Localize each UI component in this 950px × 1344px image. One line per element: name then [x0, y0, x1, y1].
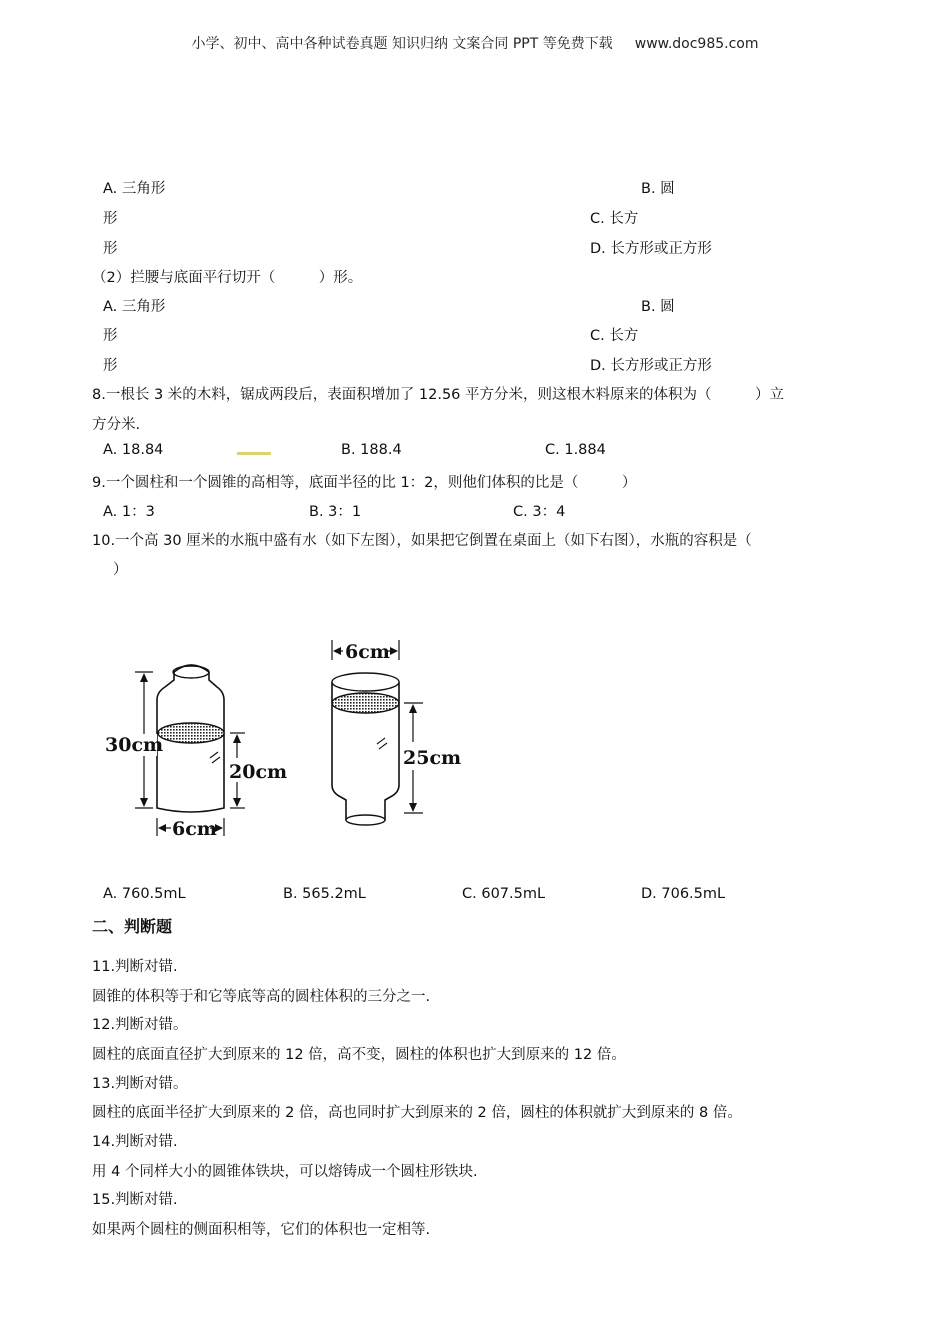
q10-option-a: A. 760.5mL — [103, 886, 186, 902]
q7-1-option-a: A. 三角形 — [103, 181, 166, 197]
q8-option-a: A. 18.84 — [103, 442, 164, 458]
q13-label: 13.判断对错。 — [92, 1076, 188, 1092]
q7-2-option-c: C. 长方 — [590, 328, 639, 344]
right-bottle-mouth — [346, 815, 385, 825]
highlight-mark — [237, 452, 271, 455]
q7-1-option-c: C. 长方 — [590, 211, 639, 227]
q9-option-a: A. 1：3 — [103, 504, 155, 520]
header-site: www.doc985.com — [634, 36, 759, 52]
q7-1-option-c-cont: 形 — [103, 241, 118, 257]
q11-text: 圆锥的体积等于和它等底等高的圆柱体积的三分之一. — [92, 989, 431, 1005]
q9-option-b: B. 3：1 — [309, 504, 362, 520]
q10-stem-line1: 10.一个高 30 厘米的水瓶中盛有水（如下左图），如果把它倒置在桌面上（如下右图），水瓶的容积是（ — [92, 533, 752, 549]
q10-option-b: B. 565.2mL — [283, 886, 366, 902]
q12-label: 12.判断对错。 — [92, 1017, 188, 1033]
page-header — [0, 33, 950, 53]
q7-2-option-a: A. 三角形 — [103, 299, 166, 315]
q10-option-c: C. 607.5mL — [462, 886, 546, 902]
right-width-label: 6cm — [345, 641, 390, 663]
left-height-label: 30cm — [105, 734, 164, 756]
section-title: 二、判断题 — [92, 917, 173, 936]
q7-2-option-d: D. 长方形或正方形 — [590, 358, 712, 374]
bottle-figure — [95, 630, 475, 845]
q13-text: 圆柱的底面半径扩大到原来的 2 倍，高也同时扩大到原来的 2 倍，圆柱的体积就扩大到原来的 8 倍。 — [92, 1105, 742, 1121]
q7-2-stem: （2）拦腰与底面平行切开（ ）形。 — [92, 270, 363, 286]
q8-option-c: C. 1.884 — [545, 442, 606, 458]
q7-1-option-b: B. 圆 — [641, 181, 675, 197]
q9-option-c: C. 3：4 — [513, 504, 566, 520]
q11-label: 11.判断对错. — [92, 959, 178, 975]
q7-1-option-b-cont: 形 — [103, 211, 118, 227]
q8-stem-line1: 8.一根长 3 米的木料，锯成两段后，表面积增加了 12.56 平方分米，则这根木料原来的体积为（ ）立 — [92, 387, 785, 403]
q9-stem: 9.一个圆柱和一个圆锥的高相等，底面半径的比 1：2，则他们体积的比是（ ） — [92, 475, 637, 491]
q14-text: 用 4 个同样大小的圆锥体铁块，可以熔铸成一个圆柱形铁块. — [92, 1164, 478, 1180]
q12-text: 圆柱的底面直径扩大到原来的 12 倍，高不变，圆柱的体积也扩大到原来的 12 倍。 — [92, 1047, 626, 1063]
left-width-label: 6cm — [172, 818, 217, 840]
q10-option-d: D. 706.5mL — [641, 886, 726, 902]
q7-2-option-c-cont: 形 — [103, 358, 118, 374]
q14-label: 14.判断对错. — [92, 1134, 178, 1150]
header-title: 小学、初中、高中各种试卷真题 知识归纳 文案合同 PPT 等免费下载 — [191, 36, 613, 52]
q10-stem-line2: ） — [113, 562, 128, 578]
left-water-label: 20cm — [229, 761, 288, 783]
q15-text: 如果两个圆柱的侧面积相等，它们的体积也一定相等. — [92, 1222, 431, 1238]
left-bottle — [103, 665, 287, 840]
right-water-surface — [332, 693, 399, 713]
q8-stem-line2: 方分米. — [92, 417, 141, 433]
q7-2-option-b-cont: 形 — [103, 328, 118, 344]
q8-option-b: B. 188.4 — [341, 442, 402, 458]
q7-1-option-d: D. 长方形或正方形 — [590, 241, 712, 257]
q15-label: 15.判断对错. — [92, 1192, 178, 1208]
right-bottle — [332, 640, 461, 825]
q7-2-option-b: B. 圆 — [641, 299, 675, 315]
left-water-surface — [158, 723, 224, 743]
right-bottle-top — [332, 673, 399, 691]
right-air-label: 25cm — [403, 747, 462, 769]
